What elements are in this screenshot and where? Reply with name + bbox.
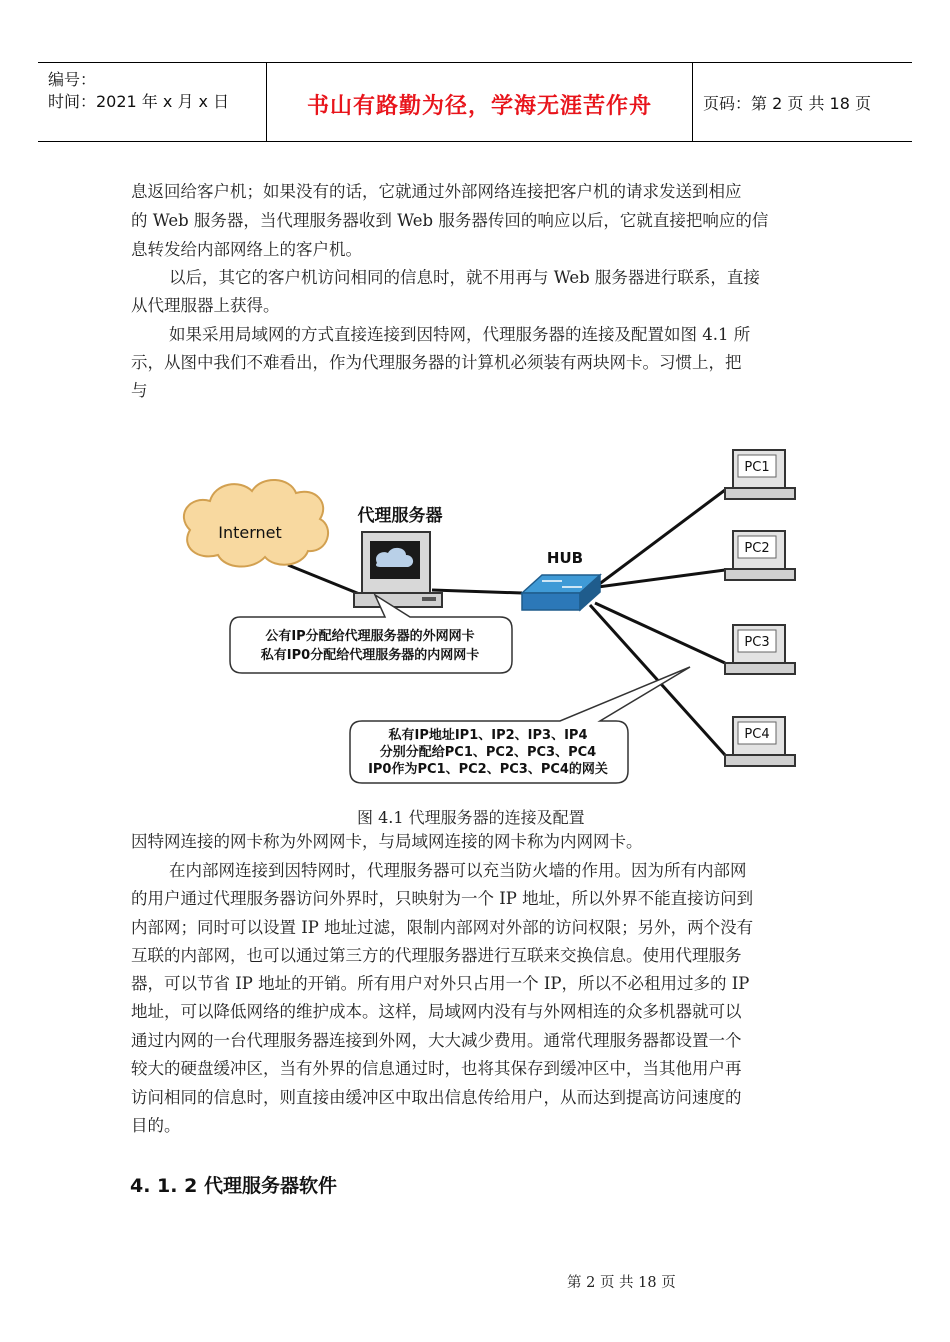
- header-page-cell: [693, 63, 912, 141]
- document-number: 编号：: [48, 70, 97, 89]
- pc1-label: PC1: [744, 460, 770, 475]
- paragraph-line: 在内部网连接到因特网时，代理服务器可以充当防火墙的作用。因为所有内部网: [169, 861, 747, 880]
- callout-pc-line: 私有IP地址IP1、IP2、IP3、IP4: [388, 728, 588, 743]
- page-header: [38, 62, 912, 142]
- header-motto-cell: [267, 63, 693, 141]
- header-info-cell: [38, 63, 267, 141]
- pc3-label: PC3: [744, 635, 770, 650]
- callout-pc-addresses: [350, 667, 690, 783]
- paragraph-line: 的 Web 服务器，当代理服务器收到 Web 服务器传回的响应以后，它就直接把响应的信: [131, 211, 769, 230]
- paragraph-line: 通过内网的一台代理服务器连接到外网，大大减少费用。通常代理服务器都设置一个: [131, 1031, 742, 1050]
- network-diagram: [170, 435, 810, 795]
- callout-pc-line: IP0作为PC1、PC2、PC3、PC4的网关: [368, 762, 608, 777]
- callout-pc-line: 分别分配给PC1、PC2、PC3、PC4: [379, 745, 597, 760]
- callout-proxy-line: 私有IP0分配给代理服务器的内网网卡: [260, 648, 480, 663]
- hub-label: HUB: [546, 549, 584, 567]
- paragraph-line: 示，从图中我们不难看出，作为代理服务器的计算机必须装有两块网卡。习惯上，把: [131, 353, 742, 372]
- section-heading: 4. 1. 2 代理服务器软件: [130, 1175, 337, 1197]
- paragraph-line: 地址，可以降低网络的维护成本。这样，局域网内没有与外网相连的众多机器就可以: [131, 1002, 742, 1021]
- pc4-label: PC4: [744, 727, 770, 742]
- paragraph-line: 互联的内部网，也可以通过第三方的代理服务器进行互联来交换信息。使用代理服务: [131, 946, 742, 965]
- paragraph-line: 与: [131, 381, 148, 400]
- callout-proxy-line: 公有IP分配给代理服务器的外网网卡: [265, 629, 475, 644]
- paragraph-line: 从代理服器上获得。: [131, 296, 280, 315]
- paragraph-line: 器，可以节省 IP 地址的开销。所有用户对外只占用一个 IP，所以不必租用过多的 IP: [131, 974, 750, 993]
- pc1-computer-icon: [725, 450, 795, 499]
- paragraph-line: 内部网；同时可以设置 IP 地址过滤，限制内部网对外部的访问权限；另外，两个没有: [131, 918, 754, 937]
- page-footer: 第 2 页 共 18 页: [567, 1275, 676, 1291]
- figure-caption: 图 4.1 代理服务器的连接及配置: [357, 808, 585, 827]
- paragraph-line: 较大的硬盘缓冲区，当有外界的信息通过时，也将其保存到缓冲区中，当其他用户再: [131, 1059, 742, 1078]
- proxy-server-computer-icon: [354, 532, 442, 607]
- document-time: 时间：2021 年 x 月 x 日: [48, 92, 230, 111]
- proxy-server-label: 代理服务器: [357, 506, 443, 526]
- pc2-label: PC2: [744, 541, 770, 556]
- motto: 书山有路勤为径，学海无涯苦作舟: [306, 94, 652, 119]
- page-number: 页码：第 2 页 共 18 页: [703, 94, 871, 113]
- pc3-computer-icon: [725, 625, 795, 674]
- paragraph-line: 息返回给客户机；如果没有的话，它就通过外部网络连接把客户机的请求发送到相应: [131, 182, 742, 201]
- hub-icon: [522, 575, 600, 610]
- paragraph-line: 的用户通过代理服务器访问外界时，只映射为一个 IP 地址，所以外界不能直接访问到: [131, 889, 754, 908]
- paragraph-line: 息转发给内部网络上的客户机。: [131, 240, 362, 259]
- pc2-computer-icon: [725, 531, 795, 580]
- paragraph-line: 以后，其它的客户机访问相同的信息时，就不用再与 Web 服务器进行联系，直接: [169, 268, 760, 287]
- pc4-computer-icon: [725, 717, 795, 766]
- internet-label: Internet: [218, 523, 282, 542]
- paragraph-line: 如果采用局域网的方式直接连接到因特网，代理服务器的连接及配置如图 4.1 所: [169, 325, 751, 344]
- paragraph-line: 目的。: [131, 1116, 181, 1135]
- paragraph-line: 因特网连接的网卡称为外网网卡，与局域网连接的网卡称为内网网卡。: [131, 832, 643, 851]
- paragraph-line: 访问相同的信息时，则直接由缓冲区中取出信息传给用户，从而达到提高访问速度的: [131, 1088, 742, 1107]
- internet-cloud: [184, 480, 328, 567]
